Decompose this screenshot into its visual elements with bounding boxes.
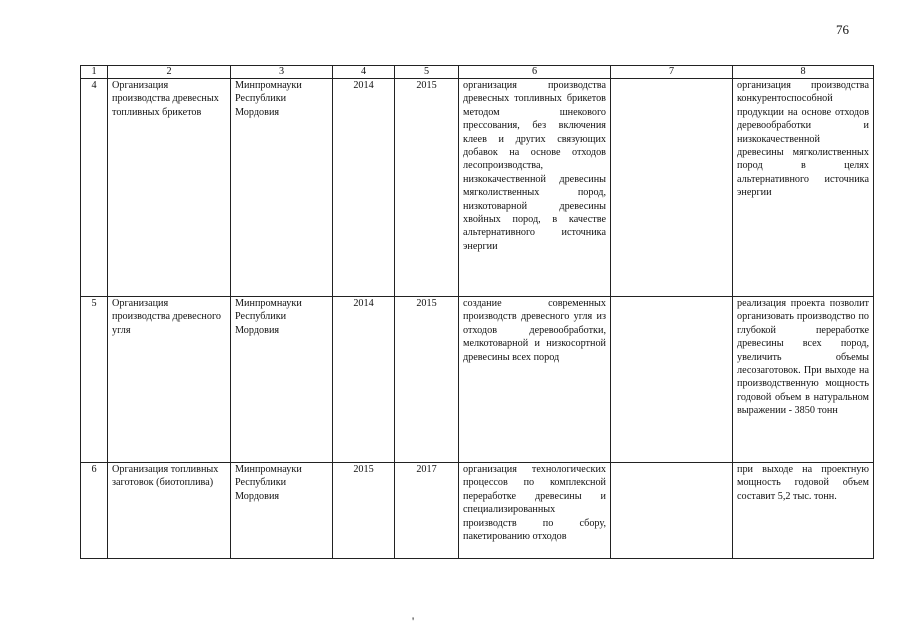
header-col-6: 6 <box>459 66 611 79</box>
expected-result: реализация проекта позволит организовать производство по глубокой переработке древесины всех пород, увеличить объемы лесозаготовок. При выходе на производственную мощность годовой объем в натуральном выражении - 3850 тонн <box>733 297 874 463</box>
header-col-7: 7 <box>611 66 733 79</box>
end-year: 2015 <box>395 297 459 463</box>
measure-name: Организация производства древесных топливных брикетов <box>108 79 231 297</box>
start-year: 2014 <box>333 79 395 297</box>
measure-name: Организация топливных заготовок (биотоплива) <box>108 463 231 559</box>
table-row <box>81 79 874 297</box>
header-col-8: 8 <box>733 66 874 79</box>
column-7-cell <box>611 297 733 463</box>
executor: Минпромнауки Республики Мордовия <box>231 297 333 463</box>
end-year: 2017 <box>395 463 459 559</box>
page-number: 76 <box>836 22 849 37</box>
measure-description: организация технологических процессов по комплексной переработке древесины и специализированных производств по сбору, пакетированию отходов <box>459 463 611 559</box>
start-year: 2014 <box>333 297 395 463</box>
executor: Минпромнауки Республики Мордовия <box>231 79 333 297</box>
executor: Минпромнауки Республики Мордовия <box>231 463 333 559</box>
header-row <box>81 66 874 79</box>
measure-description: создание современных производств древесного угля из отходов деревообработки, мелкотоварной и низкосортной древесины всех пород <box>459 297 611 463</box>
row-number: 5 <box>81 297 108 463</box>
header-col-3: 3 <box>231 66 333 79</box>
header-col-1: 1 <box>81 66 108 79</box>
start-year: 2015 <box>333 463 395 559</box>
expected-result: при выходе на проектную мощность годовой объем составит 5,2 тыс. тонн. <box>733 463 874 559</box>
program-table <box>80 65 874 559</box>
header-col-2: 2 <box>108 66 231 79</box>
row-number: 6 <box>81 463 108 559</box>
expected-result: организация производства конкурентоспособной продукции на основе отходов деревообработки и низкокачественной древесины мягколиственных пород в целях альтернативного источника энергии <box>733 79 874 297</box>
table-row <box>81 297 874 463</box>
measure-description: организация производства древесных топливных брикетов методом шнекового прессования, без включения клеев и других связующих добавок на основе отходов лесопроизводства, низкокачественной древесины мягколиственных пород, низкотоварной древесины хвойных пород, в качестве альтернативного источника энергии <box>459 79 611 297</box>
measure-name: Организация производства древесного угля <box>108 297 231 463</box>
end-year: 2015 <box>395 79 459 297</box>
column-7-cell <box>611 79 733 297</box>
column-7-cell <box>611 463 733 559</box>
stray-mark: ' <box>412 614 415 628</box>
row-number: 4 <box>81 79 108 297</box>
table-row <box>81 463 874 559</box>
header-col-4: 4 <box>333 66 395 79</box>
header-col-5: 5 <box>395 66 459 79</box>
